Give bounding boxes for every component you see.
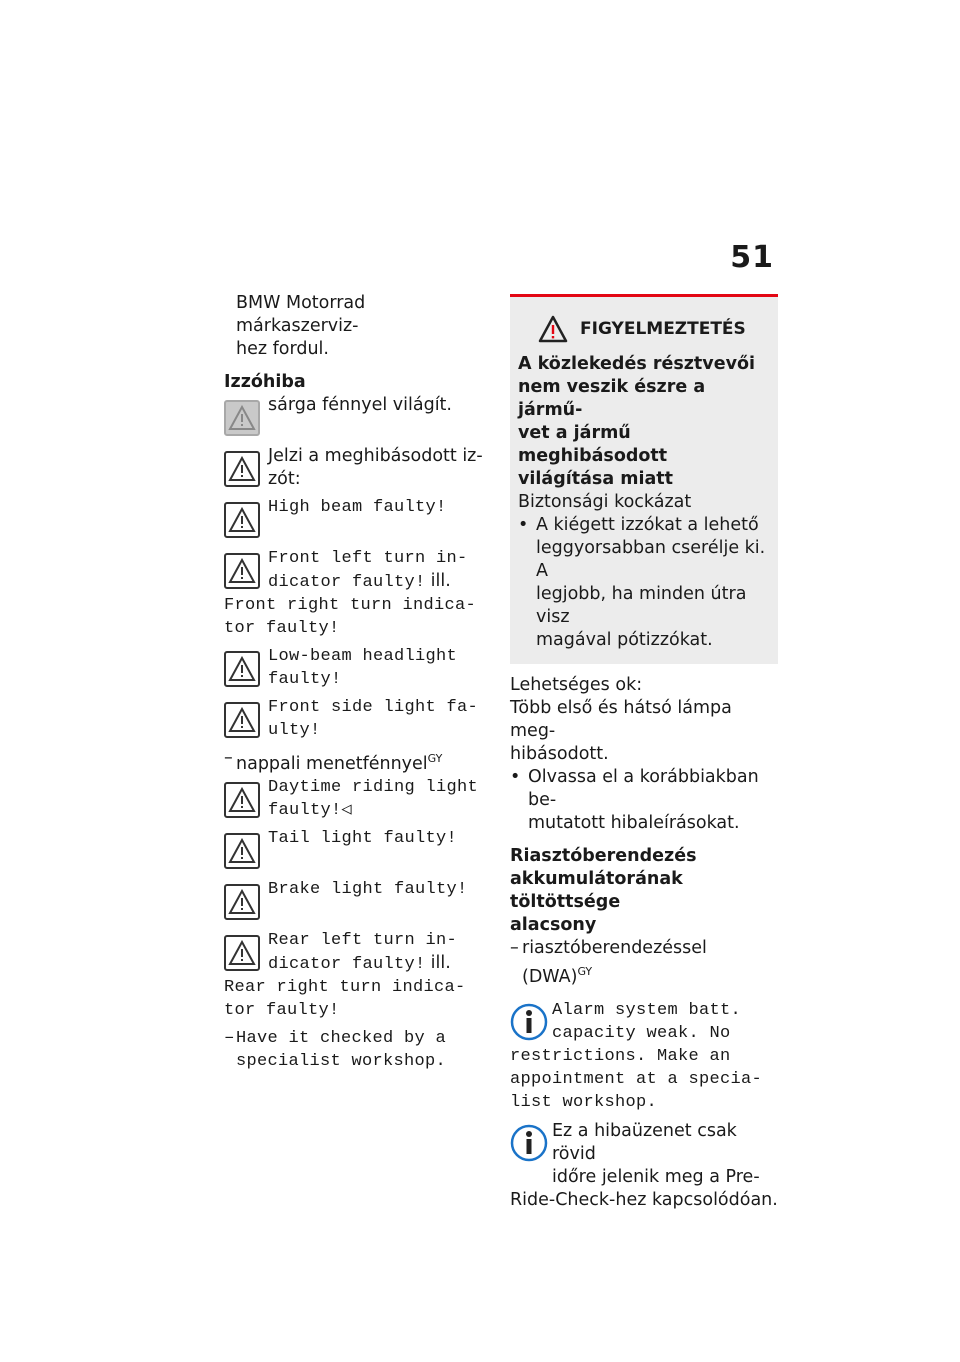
warning-triangle-icon [224, 502, 260, 538]
end-mark-icon: ◁ [341, 800, 353, 820]
alarm-battery-heading: Riasztóberendezés akkumulátorának töltöttsége alacsony [510, 846, 697, 935]
warning-heading: A közlekedés résztvevői nem veszik észre a jármű- vet a jármű meghibásodott világítása miatt [518, 354, 755, 489]
warning-box [510, 294, 778, 664]
front-side-light-row: Front side light fa- ulty! [224, 696, 492, 742]
warning-triangle-icon [538, 315, 568, 343]
dwa-condition: – riasztóberendezéssel (DWA)$^{GY}$ [510, 938, 707, 987]
warning-triangle-icon [224, 935, 260, 971]
low-beam-row: Low-beam headlight faulty! [224, 645, 492, 691]
tail-light-row: Tail light faulty! [224, 827, 492, 873]
right-column [510, 294, 778, 1212]
warning-triangle-icon [224, 782, 260, 818]
bulb-fault-heading: Izzóhiba [224, 372, 306, 392]
page-number: 51 [730, 240, 774, 275]
brake-light-row: Brake light faulty! [224, 878, 492, 924]
warning-triangle-icon [224, 451, 260, 487]
yellow-indicator-row: sárga fénnyel világít. [224, 394, 492, 440]
warning-triangle-icon [224, 833, 260, 869]
action-item: • Olvassa el a korábbiakban be- mutatott hibaleírásokat. [510, 767, 759, 833]
possible-cause-text: Több első és hátsó lámpa meg- hibásodott. [510, 698, 732, 764]
check-workshop-message: – Have it checked by a specialist workshop. [224, 1027, 447, 1071]
high-beam-row: High beam faulty! [224, 496, 492, 542]
left-column [224, 292, 492, 1073]
alarm-message-row: Alarm system batt. capacity weak. No restrictions. Make an appointment at a specia- list workshop. [510, 1000, 763, 1112]
daytime-light-row: Daytime riding light faulty!◁ [224, 776, 492, 822]
warning-risk: Biztonsági kockázat [518, 492, 692, 512]
indicates-row: Jelzi a meghibásodott iz- zót: [224, 445, 492, 491]
warning-triangle-icon [224, 702, 260, 738]
rear-left-turn-row: Rear left turn in- dicator faulty! ill. Rear right turn indica- tor faulty! [224, 930, 466, 1020]
warning-title: FIGYELMEZTETÉS [580, 319, 746, 339]
daytime-condition: – nappali menetfénnyel$^{GY}$ [224, 748, 443, 774]
info-icon [510, 1124, 548, 1166]
pre-ride-note-row: Ez a hibaüzenet csak rövid időre jelenik meg a Pre- Ride-Check-hez kapcsolódóan. [510, 1120, 778, 1210]
info-icon [510, 1003, 548, 1045]
front-left-turn-row: Front left turn in- dicator faulty! ill. Front right turn indica- tor faulty! [224, 549, 477, 638]
possible-cause-label: Lehetséges ok: [510, 675, 643, 695]
warning-instruction: • A kiégett izzókat a lehető leggyorsabban cserélje ki. A legjobb, ha minden útra visz magával pótizzókat. [518, 515, 766, 650]
warning-triangle-icon [224, 651, 260, 687]
warning-triangle-icon [224, 553, 260, 589]
warning-triangle-icon [224, 884, 260, 920]
warning-triangle-yellow-icon [224, 400, 260, 436]
intro-text: BMW Motorrad márkaszerviz- hez fordul. [236, 293, 366, 359]
